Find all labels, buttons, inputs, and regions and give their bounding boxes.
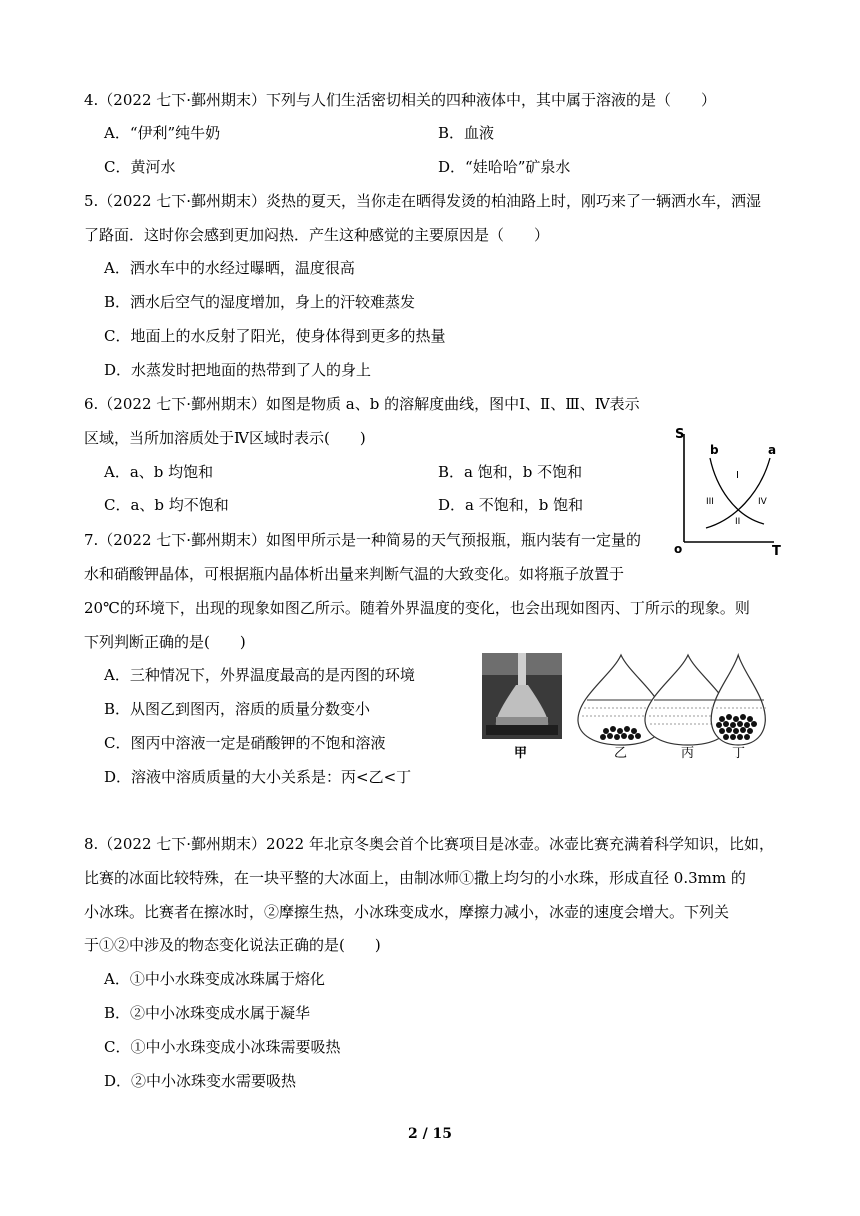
q8-stem-line-1: 8.（2022 七下·鄞州期末）2022 年北京冬奥会首个比赛项目是冰壶。冰壶比赛充满着科学知识，比如， [84,835,774,853]
q4-stem-line-1: 4.（2022 七下·鄞州期末）下列与人们生活密切相关的四种液体中，其中属于溶液的是（ ） [84,91,717,109]
region-2-label: II [735,517,741,527]
page-number: 2 / 15 [407,1126,453,1142]
region-1-label: I [736,470,739,481]
q7-option-a: A．三种情况下，外界温度最高的是丙图的环境 [104,666,415,684]
label-yi: 乙 [614,746,628,761]
bottle-photo [482,653,562,739]
curve-a-label: a [768,443,777,457]
q5-stem-line-1: 5.（2022 七下·鄞州期末）炎热的夏天，当你走在晒得发烫的柏油路上时，刚巧来了一辆洒水车，洒湿 [84,192,762,210]
label-bing: 丙 [681,746,695,761]
q6-stem-line-2: 区域，当所加溶质处于Ⅳ区域时表示( ) [84,429,366,447]
q7-option-d: D．溶液中溶质质量的大小关系是：丙<乙<丁 [104,768,412,786]
q6-option-d: D．a 不饱和，b 饱和 [438,496,584,514]
q8-option-c: C．①中小水珠变成小冰珠需要吸热 [104,1038,341,1056]
q7-stem-line-3: 20℃的环境下，出现的现象如图乙所示。随着外界温度的变化，也会出现如图丙、丁所示的现象。则 [84,599,750,617]
q6-option-b: B．a 饱和，b 不饱和 [438,463,583,481]
y-axis-label: S [675,427,685,442]
region-3-label: III [706,497,714,507]
q5-option-b: B．洒水后空气的湿度增加，身上的汗较难蒸发 [104,293,416,311]
q8-stem-line-3: 小冰珠。比赛者在擦冰时，②摩擦生热，小冰珠变成水，摩擦力减小，冰壶的速度会增大。下列关 [84,903,730,921]
drop-ding [711,655,766,745]
curve-b-label: b [710,443,719,457]
q6-stem-line-1: 6.（2022 七下·鄞州期末）如图是物质 a、b 的溶解度曲线，图中Ⅰ、Ⅱ、Ⅲ、Ⅳ表示 [84,395,640,413]
region-4-label: IV [758,497,767,507]
q8-option-b: B．②中小冰珠变成水属于凝华 [104,1004,311,1022]
solubility-curve-figure [668,424,792,560]
q6-option-a: A．a、b 均饱和 [104,463,214,481]
curve-b [710,458,764,524]
q8-stem-line-2: 比赛的冰面比较特殊，在一块平整的大冰面上，由制冰师①撒上均匀的小水珠，形成直径 0.3mm 的 [84,869,746,887]
q4-option-b: B．血液 [438,124,495,142]
label-jia: 甲 [514,746,528,761]
x-axis-label: T [772,544,781,559]
q7-option-b: B．从图乙到图丙，溶质的质量分数变小 [104,700,371,718]
q5-option-c: C．地面上的水反射了阳光，使身体得到更多的热量 [104,327,446,345]
q8-stem-line-4: 于①②中涉及的物态变化说法正确的是( ) [84,936,381,954]
q7-option-c: C．图丙中溶液一定是硝酸钾的不饱和溶液 [104,734,386,752]
q5-option-d: D．水蒸发时把地面的热带到了人的身上 [104,361,372,379]
q8-option-a: A．①中小水珠变成冰珠属于熔化 [104,970,325,988]
label-ding: 丁 [732,746,746,761]
q7-stem-line-4: 下列判断正确的是( ) [84,633,246,651]
q4-option-d: D．“娃哈哈”矿泉水 [438,158,571,176]
q6-option-c: C．a、b 均不饱和 [104,496,229,514]
q4-option-a: A．“伊利”纯牛奶 [104,124,221,142]
q5-stem-line-2: 了路面．这时你会感到更加闷热．产生这种感觉的主要原因是（ ） [84,226,550,244]
q7-stem-line-1: 7.（2022 七下·鄞州期末）如图甲所示是一种简易的天气预报瓶，瓶内装有一定量的 [84,531,642,549]
q8-option-d: D．②中小冰珠变水需要吸热 [104,1072,297,1090]
q4-option-c: C．黄河水 [104,158,176,176]
q7-stem-line-2: 水和硝酸钾晶体，可根据瓶内晶体析出量来判断气温的大致变化。如将瓶子放置于 [84,565,625,583]
weather-bottle-figure [482,653,772,761]
origin-label: o [674,542,683,556]
q5-option-a: A．洒水车中的水经过曝晒，温度很高 [104,259,355,277]
